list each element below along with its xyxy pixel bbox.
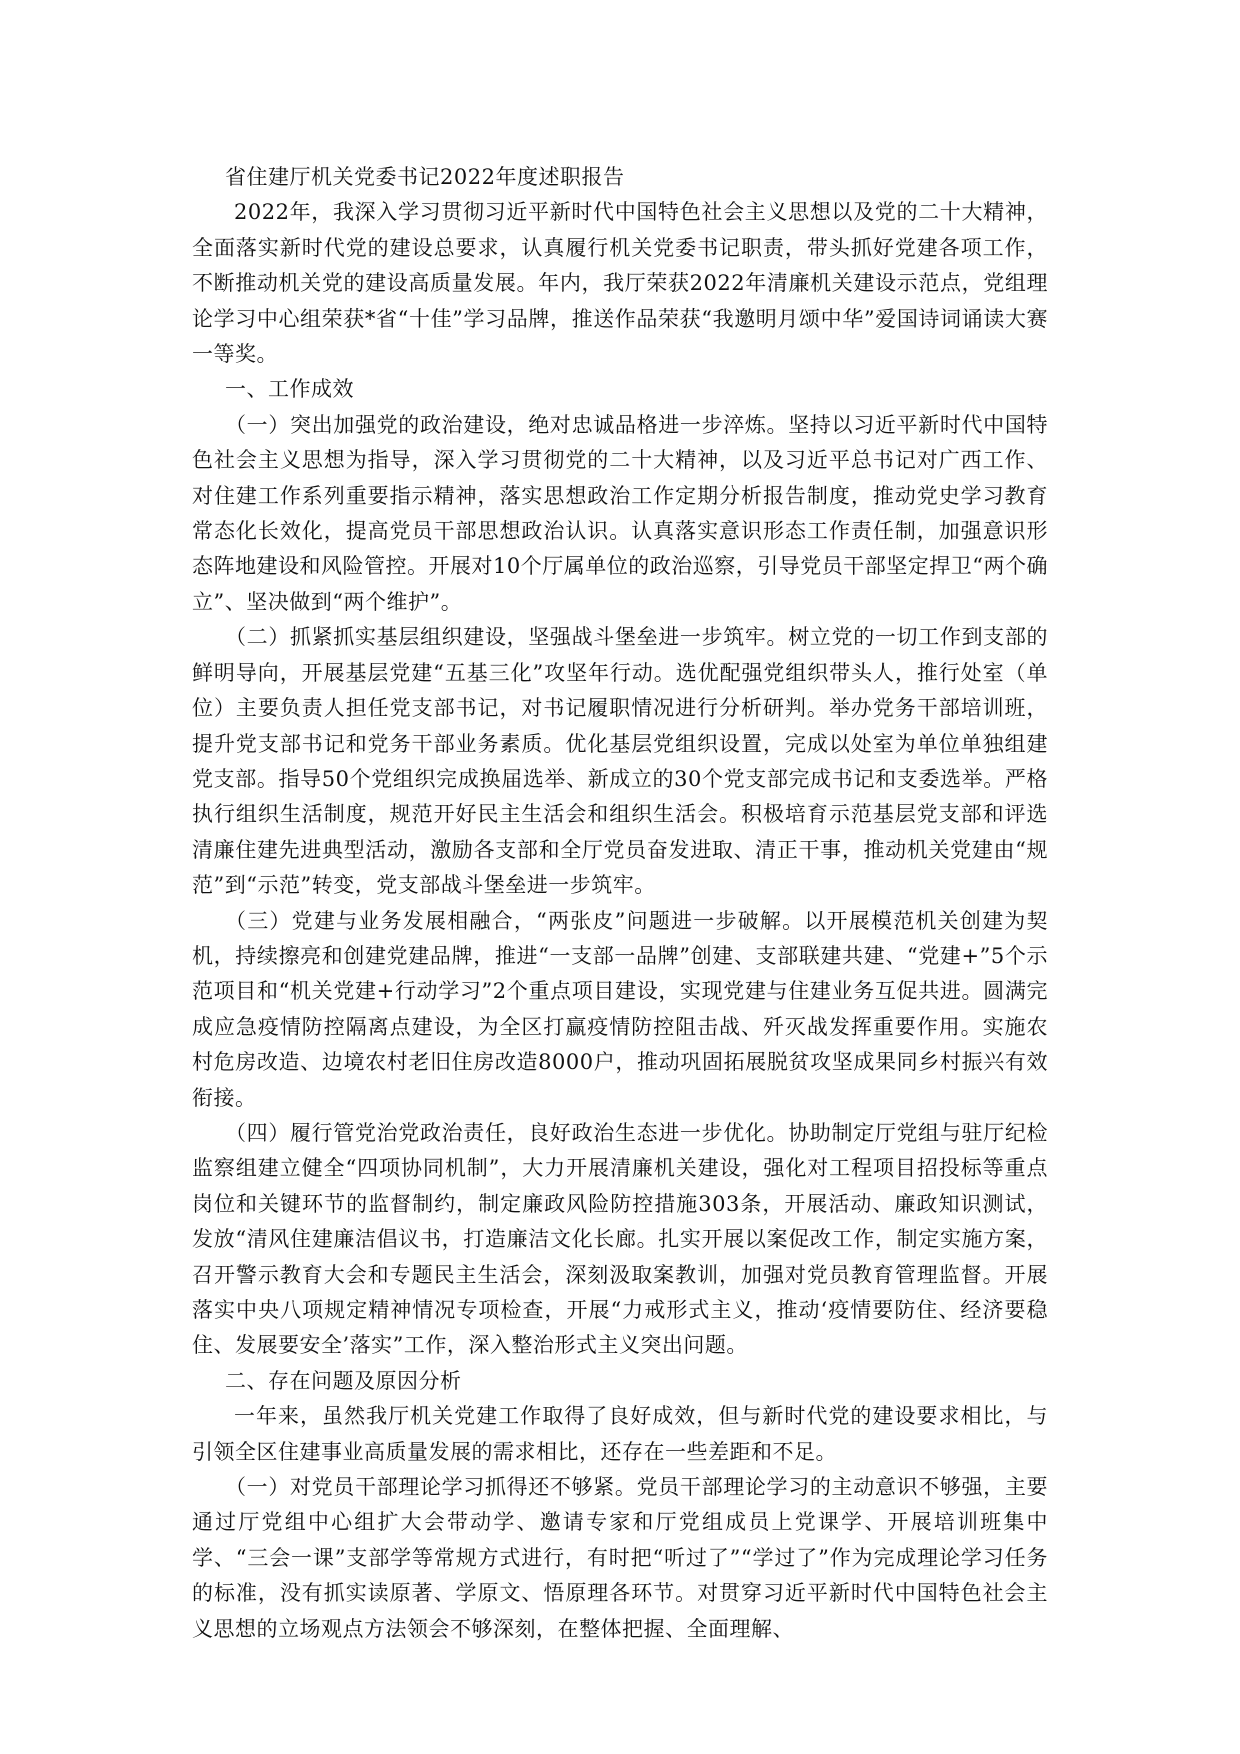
document-page: [192, 160, 1048, 1647]
achievement-paragraph-4: （四）履行管党治党政治责任，良好政治生态进一步优化。协助制定厅党组与驻厅纪检监察组建立健全“四项协同机制”，大力开展清廉机关建设，强化对工程项目招投标等重点岗位和关键环节的监督制约，制定廉政风险防控措施303条，开展活动、廉政知识测试，发放“清风住建廉洁倡议书，打造廉洁文化长廊。扎实开展以案促改工作，制定实施方案，召开警示教育大会和专题民主生活会，深刻汲取案教训，加强对党员教育管理监督。开展落实中央八项规定精神情况专项检查，开展“力戒形式主义，推动‘疫情要防住、经济要稳住、发展要安全’落实”工作，深入整治形式主义突出问题。: [192, 1120, 1048, 1358]
problems-intro-paragraph: 一年来，虽然我厅机关党建工作取得了良好成效，但与新时代党的建设要求相比，与引领全区住建事业高质量发展的需求相比，还存在一些差距和不足。: [192, 1404, 1048, 1464]
achievement-paragraph-3: （三）党建与业务发展相融合，“两张皮”问题进一步破解。以开展模范机关创建为契机，持续擦亮和创建党建品牌，推进“一支部一品牌”创建、支部联建共建、“党建+”5个示范项目和“机关党建+行动学习”2个重点项目建设，实现党建与住建业务互促共进。圆满完成应急疫情防控隔离点建设，为全区打赢疫情防控阻击战、歼灭战发挥重要作用。实施农村危房改造、边境农村老旧住房改造8000户，推动巩固拓展脱贫攻坚成果同乡村振兴有效衔接。: [192, 908, 1048, 1110]
achievement-paragraph-2: （二）抓紧抓实基层组织建设，坚强战斗堡垒进一步筑牢。树立党的一切工作到支部的鲜明导向，开展基层党建“五基三化”攻坚年行动。选优配强党组织带头人，推行处室（单位）主要负责人担任党支部书记，对书记履职情况进行分析研判。举办党务干部培训班，提升党支部书记和党务干部业务素质。优化基层党组织设置，完成以处室为单位单独组建党支部。指导50个党组织完成换届选举、新成立的30个党支部完成书记和支委选举。严格执行组织生活制度，规范开好民主生活会和组织生活会。积极培育示范基层党支部和评选清廉住建先进典型活动，激励各支部和全厅党员奋发进取、清正干事，推动机关党建由“规范”到“示范”转变，党支部战斗堡垒进一步筑牢。: [192, 625, 1048, 898]
achievement-paragraph-1: （一）突出加强党的政治建设，绝对忠诚品格进一步淬炼。坚持以习近平新时代中国特色社会主义思想为指导，深入学习贯彻党的二十大精神，以及习近平总书记对广西工作、对住建工作系列重要指示精神，落实思想政治工作定期分析报告制度，推动党史学习教育常态化长效化，提高党员干部思想政治认识。认真落实意识形态工作责任制，加强意识形态阵地建设和风险管控。开展对10个厅属单位的政治巡察，引导党员干部坚定捍卫“两个确立”、坚决做到“两个维护”。: [192, 412, 1048, 614]
intro-paragraph: 2022年，我深入学习贯彻习近平新时代中国特色社会主义思想以及党的二十大精神，全面落实新时代党的建设总要求，认真履行机关党委书记职责，带头抓好党建各项工作，不断推动机关党的建设高质量发展。年内，我厅荣获2022年清廉机关建设示范点，党组理论学习中心组荣获*省“十佳”学习品牌，推送作品荣获“我邀明月颂中华”爱国诗词诵读大赛一等奖。: [192, 200, 1048, 367]
problem-paragraph-1: （一）对党员干部理论学习抓得还不够紧。党员干部理论学习的主动意识不够强，主要通过厅党组中心组扩大会带动学、邀请专家和厅党组成员上党课学、开展培训班集中学、“三会一课”支部学等常规方式进行，有时把“听过了”“学过了”作为完成理论学习任务的标准，没有抓实读原著、学原文、悟原理各环节。对贯穿习近平新时代中国特色社会主义思想的立场观点方法领会不够深刻，在整体把握、全面理解、: [192, 1475, 1048, 1641]
document-title: 省住建厅机关党委书记2022年度述职报告: [225, 165, 625, 189]
section-heading-achievements: 一、工作成效: [225, 377, 354, 402]
section-heading-problems: 二、存在问题及原因分析: [225, 1368, 462, 1393]
